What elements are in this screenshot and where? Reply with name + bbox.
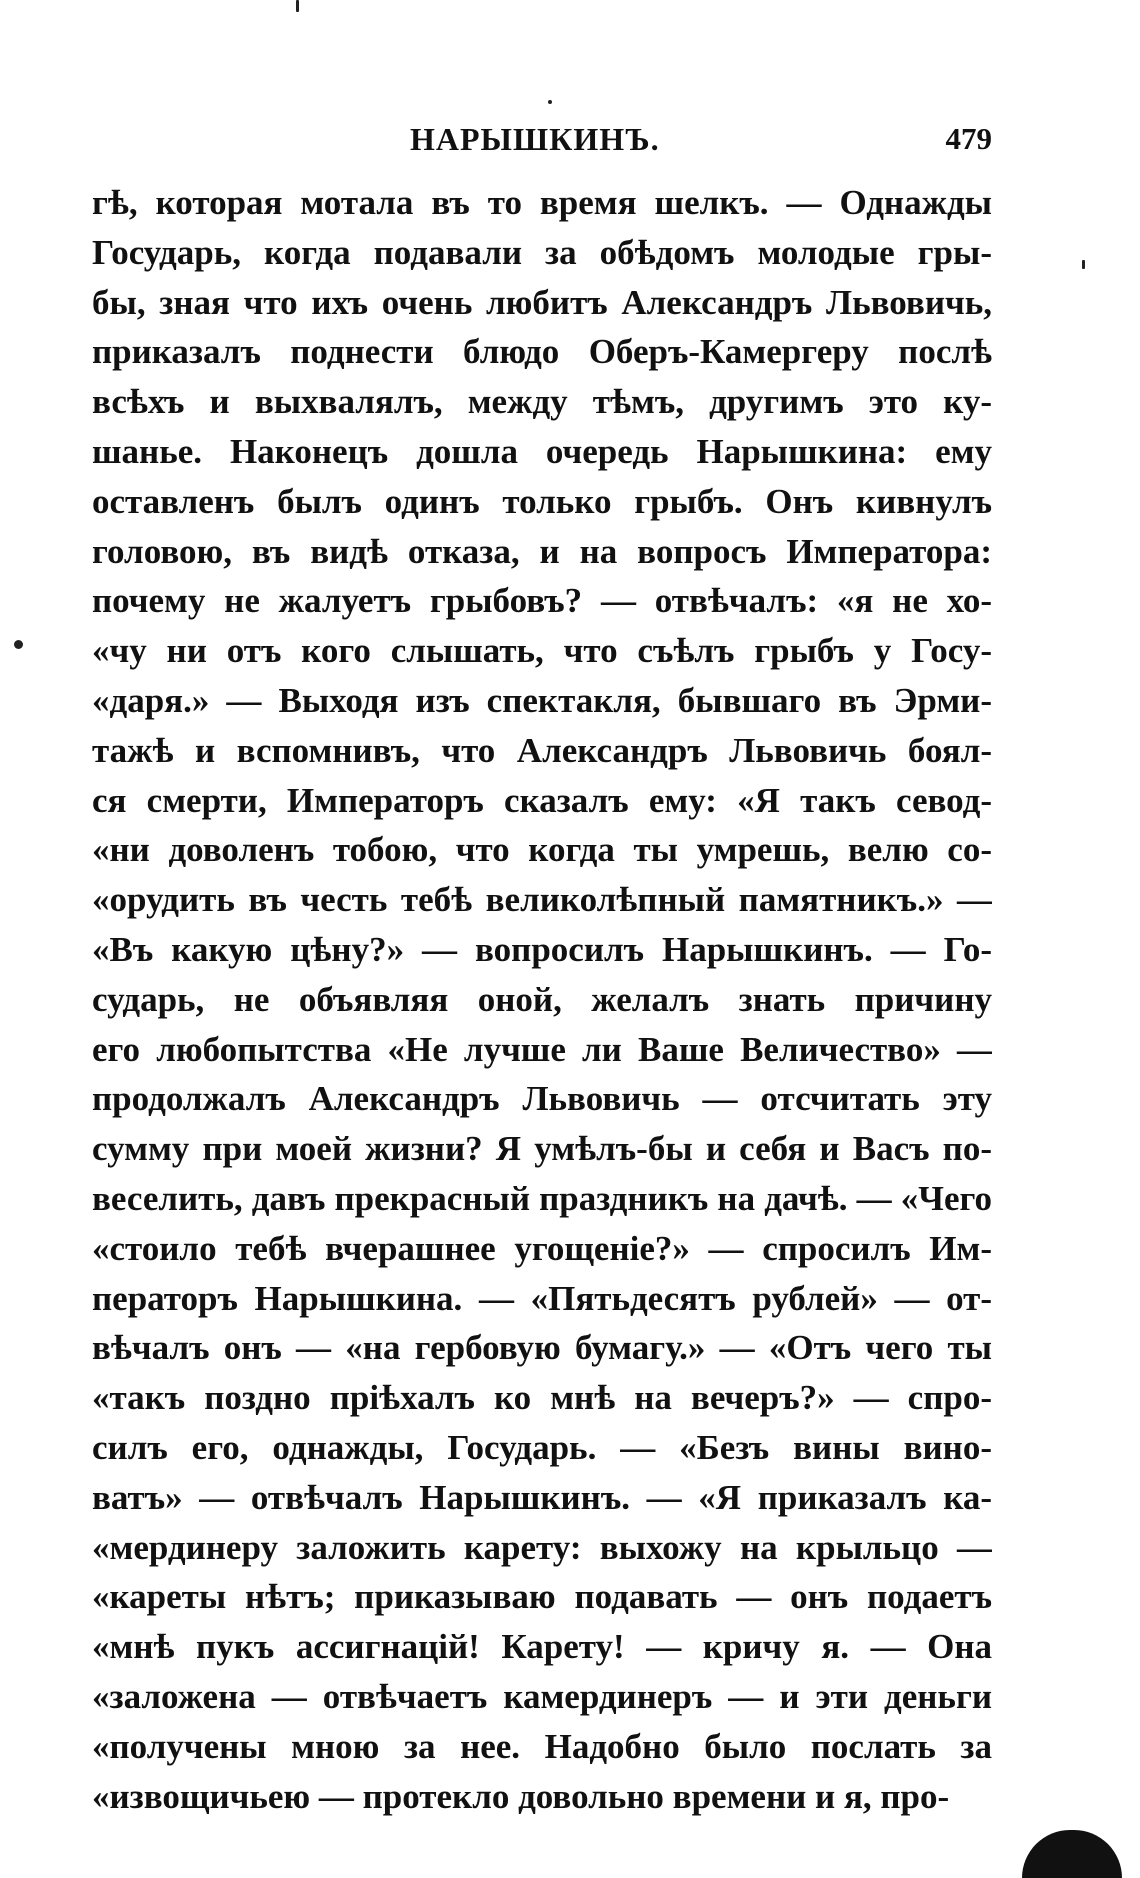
ink-speck bbox=[14, 640, 23, 649]
text-line: «Въ какую цѣну?» — вопросилъ Нарышкинъ. — Го- bbox=[92, 929, 992, 969]
text-line: «мнѣ пукъ ассигнацій! Карету! — кричу я. — Она bbox=[92, 1627, 992, 1667]
text-line: «заложена — отвѣчаетъ камердинеръ — и эти деньги bbox=[92, 1676, 992, 1716]
page-number: 479 bbox=[945, 121, 992, 156]
ink-speck bbox=[1082, 260, 1085, 269]
text-line: сударь, не объявляя оной, желалъ знать причину bbox=[92, 979, 992, 1019]
page-header bbox=[92, 121, 992, 161]
text-line: «мердинеру заложить карету: выхожу на крыльцо — bbox=[92, 1527, 992, 1567]
text-line: «орудить въ честь тебѣ великолѣпный памятникъ.» — bbox=[92, 880, 992, 920]
text-line: ператоръ Нарышкина. — «Пятьдесятъ рублей» — от- bbox=[92, 1278, 992, 1318]
running-head: НАРЫШКИНЪ. bbox=[410, 121, 660, 157]
text-line: продолжалъ Александръ Львовичь — отсчитать эту bbox=[92, 1079, 992, 1119]
text-line: головою, въ видѣ отказа, и на вопросъ Императора: bbox=[92, 531, 992, 571]
text-line: бы, зная что ихъ очень любитъ Александръ Львовичь, bbox=[92, 282, 992, 322]
text-line: «стоило тебѣ вчерашнее угощеніе?» — спросилъ Им- bbox=[92, 1228, 992, 1268]
text-line: силъ его, однажды, Государь. — «Безъ вины вино- bbox=[92, 1427, 992, 1467]
text-line: «кареты нѣтъ; приказываю подавать — онъ подаетъ bbox=[92, 1577, 992, 1617]
text-line: «даря.» — Выходя изъ спектакля, бывшаго въ Эрми- bbox=[92, 680, 992, 720]
text-line: «получены мною за нее. Надобно было послать за bbox=[92, 1726, 992, 1766]
text-line: тажѣ и вспомнивъ, что Александръ Львовичь боял- bbox=[92, 730, 992, 770]
text-line: веселить, давъ прекрасный праздникъ на дачѣ. — «Чего bbox=[92, 1178, 992, 1218]
ink-blot bbox=[1022, 1830, 1122, 1878]
ink-speck bbox=[296, 0, 299, 12]
text-line: ватъ» — отвѣчалъ Нарышкинъ. — «Я приказалъ ка- bbox=[92, 1477, 992, 1517]
text-line: ся смерти, Императоръ сказалъ ему: «Я такъ севод- bbox=[92, 780, 992, 820]
text-line: гѣ, которая мотала въ то время шелкъ. — Однажды bbox=[92, 183, 992, 222]
text-line: его любопытства «Не лучше ли Ваше Величество» — bbox=[92, 1029, 992, 1069]
text-line: сумму при моей жизни? Я умѣлъ-бы и себя и Васъ по- bbox=[92, 1129, 992, 1169]
text-line: оставленъ былъ одинъ только грыбъ. Онъ кивнулъ bbox=[92, 481, 992, 521]
ink-speck bbox=[548, 100, 552, 104]
text-line: «такъ поздно пріѣхалъ ко мнѣ на вечеръ?» — спро- bbox=[92, 1378, 992, 1418]
text-line: приказалъ поднести блюдо Оберъ-Камергеру послѣ bbox=[92, 332, 992, 372]
text-line: почему не жалуетъ грыбовъ? — отвѣчалъ: «я не хо- bbox=[92, 581, 992, 621]
text-line: «ни доволенъ тобою, что когда ты умрешь, велю со- bbox=[92, 830, 992, 870]
body-text bbox=[92, 178, 992, 1821]
text-line: шанье. Наконецъ дошла очередь Нарышкина: ему bbox=[92, 431, 992, 471]
text-line: вѣчалъ онъ — «на гербовую бумагу.» — «Отъ чего ты bbox=[92, 1328, 992, 1368]
text-line: «извощичьею — протекло довольно времени и я, про- bbox=[92, 1776, 950, 1816]
text-line: Государь, когда подавали за обѣдомъ молодые гры- bbox=[92, 232, 992, 272]
text-line: «чу ни отъ кого слышать, что съѣлъ грыбъ у Госу- bbox=[92, 631, 992, 671]
text-line: всѣхъ и выхвалялъ, между тѣмъ, другимъ это ку- bbox=[92, 382, 992, 422]
